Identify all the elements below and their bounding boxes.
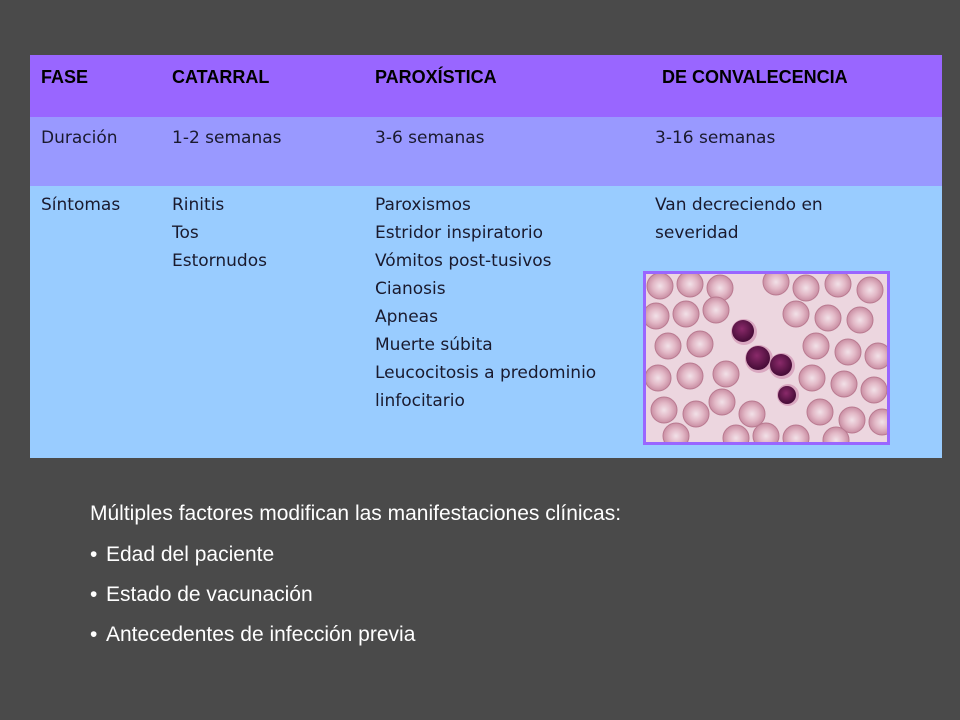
red-blood-cell bbox=[831, 371, 857, 397]
red-blood-cell bbox=[857, 277, 883, 303]
header-catarral: CATARRAL bbox=[172, 67, 270, 87]
red-blood-cell bbox=[783, 301, 809, 327]
table-header-row bbox=[30, 55, 942, 117]
symptom-item: Rinitis bbox=[172, 195, 225, 215]
red-blood-cell bbox=[815, 305, 841, 331]
symptom-item: Estornudos bbox=[172, 251, 267, 271]
red-blood-cell bbox=[677, 274, 703, 297]
blood-smear-image bbox=[643, 271, 890, 445]
bullet-text: Estado de vacunación bbox=[106, 583, 313, 606]
red-blood-cell bbox=[835, 339, 861, 365]
list-item bbox=[90, 578, 890, 618]
bullet-icon: • bbox=[90, 583, 98, 606]
symptom-item: Estridor inspiratorio bbox=[375, 223, 544, 243]
table-row-duration bbox=[30, 117, 942, 186]
red-blood-cell bbox=[655, 333, 681, 359]
red-blood-cell bbox=[673, 301, 699, 327]
bullet-icon: • bbox=[90, 543, 98, 566]
red-blood-cell bbox=[651, 397, 677, 423]
symptom-item: Apneas bbox=[375, 307, 438, 327]
notes-bullet-list bbox=[90, 538, 890, 658]
red-blood-cell bbox=[825, 274, 851, 297]
red-blood-cell bbox=[646, 303, 669, 329]
duration-label: Duración bbox=[41, 128, 118, 148]
list-item bbox=[90, 618, 890, 658]
header-convalecencia: DE CONVALECENCIA bbox=[662, 67, 848, 87]
symptom-item: Van decreciendo en bbox=[655, 195, 823, 215]
red-blood-cell bbox=[739, 401, 765, 427]
duration-catarral: 1-2 semanas bbox=[172, 128, 282, 148]
red-blood-cell bbox=[677, 363, 703, 389]
clinical-notes bbox=[90, 498, 890, 658]
symptom-item: Vómitos post-tusivos bbox=[375, 251, 552, 271]
red-blood-cell bbox=[687, 331, 713, 357]
red-blood-cell bbox=[865, 343, 887, 369]
symptom-item: Cianosis bbox=[375, 279, 446, 299]
symptom-item: Leucocitosis a predominio bbox=[375, 363, 597, 383]
duration-paroxistica: 3-6 semanas bbox=[375, 128, 485, 148]
symptom-item: severidad bbox=[655, 223, 739, 243]
symptom-item: Paroxismos bbox=[375, 195, 471, 215]
duration-convalecencia: 3-16 semanas bbox=[655, 128, 776, 148]
red-blood-cell bbox=[713, 361, 739, 387]
symptoms-paroxistica-list bbox=[375, 191, 596, 415]
red-blood-cell bbox=[807, 399, 833, 425]
symptoms-catarral-list bbox=[172, 191, 267, 275]
header-fase: FASE bbox=[41, 67, 89, 87]
red-blood-cell bbox=[799, 365, 825, 391]
red-blood-cell bbox=[707, 275, 733, 301]
red-blood-cell bbox=[646, 365, 671, 391]
symptom-item: linfocitario bbox=[375, 391, 465, 411]
symptoms-label: Síntomas bbox=[41, 195, 121, 215]
red-blood-cell bbox=[709, 389, 735, 415]
bullet-icon: • bbox=[90, 623, 98, 646]
symptoms-convalecencia-list bbox=[655, 191, 823, 247]
red-blood-cell bbox=[803, 333, 829, 359]
list-item bbox=[90, 538, 890, 578]
red-blood-cell bbox=[861, 377, 887, 403]
red-blood-cell bbox=[703, 297, 729, 323]
bullet-text: Antecedentes de infección previa bbox=[106, 623, 416, 646]
symptom-item: Muerte súbita bbox=[375, 335, 493, 355]
bullet-text: Edad del paciente bbox=[106, 543, 275, 566]
red-blood-cell bbox=[763, 274, 789, 295]
header-paroxistica: PAROXÍSTICA bbox=[375, 67, 497, 87]
blood-smear-graphic bbox=[646, 274, 887, 442]
symptom-item: Tos bbox=[172, 223, 199, 243]
red-blood-cell bbox=[683, 401, 709, 427]
red-blood-cell bbox=[847, 307, 873, 333]
notes-intro: Múltiples factores modifican las manifestaciones clínicas: bbox=[90, 502, 622, 525]
red-blood-cell bbox=[647, 274, 673, 299]
red-blood-cell bbox=[793, 275, 819, 301]
